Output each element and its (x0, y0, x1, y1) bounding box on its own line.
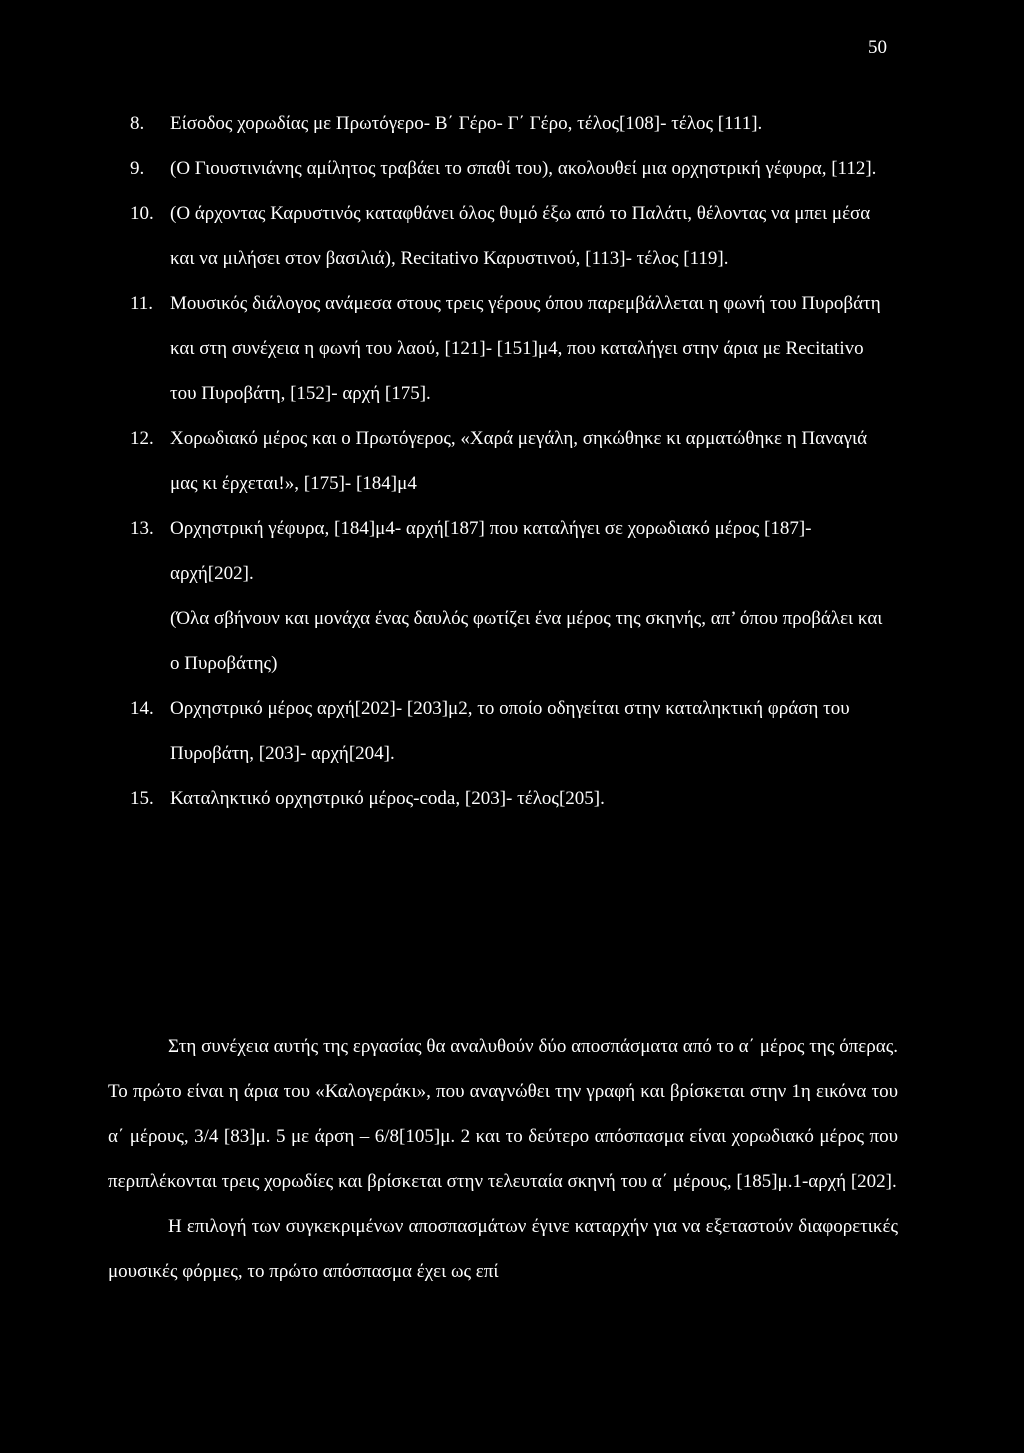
list-item-number: 8. (130, 113, 145, 134)
list-item-text: Ορχηστρική γέφυρα, [184]μ4- αρχή[187] που καταλήγει σε χορωδιακό μέρος [187]- αρχή[202]. (170, 518, 812, 584)
list-item-text: Χορωδιακό μέρος και ο Πρωτόγερος, «Χαρά μεγάλη, σηκώθηκε κι αρματώθηκε η Παναγιά μας κι έρχεται!», [175]- [184]μ4 (170, 428, 868, 494)
list-item (130, 686, 890, 776)
list-item-number: 12. (130, 428, 154, 449)
list-item-number: 9. (130, 158, 145, 179)
paragraph: Στη συνέχεια αυτής της εργασίας θα αναλυθούν δύο αποσπάσματα από το α΄ μέρος της όπερας. Το πρώτο είναι η άρια του «Καλογεράκι», που αναγνώθει την γραφή και βρίσκεται στην 1η εικόνα του α΄ μέρους, 3/4 [83]μ. 5 με άρση – 6/8[105]μ. 2 και το δεύτερο απόσπασμα είναι χορωδιακό μέρος που περιπλέκονται τρεις χορωδίες και βρίσκεται στην τελευταία σκηνή του α΄ μέρους, [185]μ.1-αρχή [202]. (108, 1036, 898, 1192)
paragraph: Η επιλογή των συγκεκριμένων αποσπασμάτων έγινε καταρχήν για να εξεταστούν διαφορετικές μουσικές φόρμες, το πρώτο απόσπασμα έχει ως επί (108, 1216, 898, 1282)
list-item (130, 776, 890, 821)
list-item-number: 14. (130, 698, 154, 719)
list-item-text: Μουσικός διάλογος ανάμεσα στους τρεις γέρους όπου παρεμβάλλεται η φωνή του Πυροβάτη και στη συνέχεια η φωνή του λαού, [121]- [151]μ4, που καταλήγει στην άρια με Recitativo του Πυροβάτη, [152]- αρχή [175]. (170, 293, 881, 404)
list-item-text: Καταληκτικό ορχηστρικό μέρος-coda, [203]- τέλος[205]. (170, 788, 605, 809)
stage-note (130, 596, 890, 686)
list-item (130, 191, 890, 281)
list-item-number: 10. (130, 203, 154, 224)
body-text (108, 1024, 898, 1294)
list-item (130, 101, 890, 146)
list-item-text: (Ο Γιουστινιάνης αμίλητος τραβάει το σπαθί του), ακολουθεί μια ορχηστρική γέφυρα, [112]. (170, 158, 877, 179)
list-item (130, 506, 890, 596)
list-item-number: 11. (130, 293, 154, 314)
page-number: 50 (868, 37, 887, 58)
list-item (130, 281, 890, 416)
list-item-number: 15. (130, 788, 154, 809)
list-item-number: 13. (130, 518, 154, 539)
list-item-text: Ορχηστρικό μέρος αρχή[202]- [203]μ2, το οποίο οδηγείται στην καταληκτική φράση του Πυροβάτη, [203]- αρχή[204]. (170, 698, 850, 764)
section-list (130, 101, 890, 821)
list-item-text: (Ο άρχοντας Καρυστινός καταφθάνει όλος θυμό έξω από το Παλάτι, θέλοντας να μπει μέσα και να μιλήσει στον βασιλιά), Recitativo Καρυστινού, [113]- τέλος [119]. (170, 203, 871, 269)
list-item-text: Είσοδος χορωδίας με Πρωτόγερο- Β΄ Γέρο- Γ΄ Γέρο, τέλος[108]- τέλος [111]. (170, 113, 763, 134)
list-item (130, 416, 890, 506)
list-item (130, 146, 890, 191)
stage-note-text: (Όλα σβήνουν και μονάχα ένας δαυλός φωτίζει ένα μέρος της σκηνής, απ’ όπου προβάλει και ο Πυροβάτης) (170, 608, 883, 674)
